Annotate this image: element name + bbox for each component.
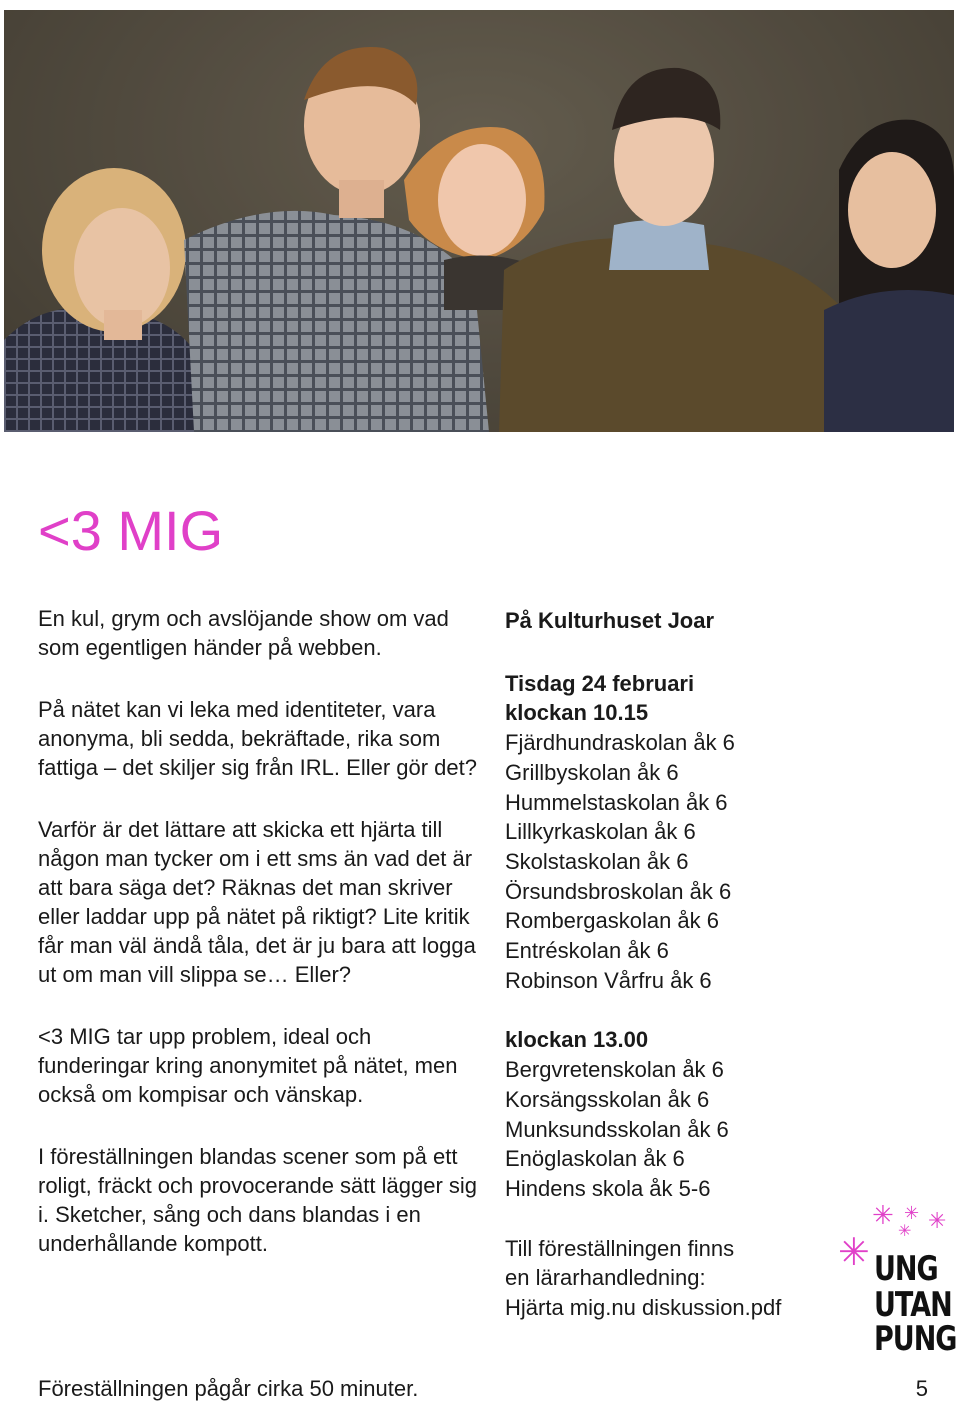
cast-photo-illustration <box>4 10 954 432</box>
star-icon: ✳ <box>904 1203 920 1223</box>
school-item: Bergvretenskolan åk 6 <box>505 1057 724 1083</box>
intro-paragraph: En kul, grym och avslöjande show om vad som egentligen händer på webben. <box>38 606 449 660</box>
school-item: Rombergaskolan åk 6 <box>505 908 720 934</box>
star-icon: ✳ <box>872 1200 894 1230</box>
schedule-column <box>505 606 835 1353</box>
session-time: klockan 10.15 <box>505 700 649 726</box>
intro-paragraph: I föreställningen blandas scener som på ett roligt, fräckt och provocerande sätt lägger sig i. Sketcher, sång och dans blandas i en underhållande kompott. <box>38 1144 478 1256</box>
school-item: Fjärdhundraskolan åk 6 <box>505 730 735 756</box>
description-column <box>38 604 478 1291</box>
star-icon: ✳ <box>898 1223 912 1240</box>
school-item: Entréskolan åk 6 <box>505 938 669 964</box>
star-icon: ✳ <box>838 1232 870 1274</box>
session-morning <box>505 669 835 996</box>
cast-photo <box>4 10 954 432</box>
star-icon: ✳ <box>928 1208 947 1233</box>
teacher-guide-line: en lärarhandledning: <box>505 1265 706 1291</box>
page-number: 5 <box>915 1376 928 1401</box>
school-item: Korsängsskolan åk 6 <box>505 1086 710 1112</box>
duration-footer: Föreställningen pågår cirka 50 minuter. <box>38 1376 419 1401</box>
session-afternoon <box>505 1025 835 1203</box>
school-item: Robinson Vårfru åk 6 <box>505 967 712 993</box>
teacher-guide-line: Till föreställningen finns <box>505 1235 735 1261</box>
school-item: Enöglaskolan åk 6 <box>505 1146 685 1172</box>
ung-utan-pung-logo <box>838 1200 958 1360</box>
session-date: Tisdag 24 februari <box>505 670 695 696</box>
school-item: Hummelstaskolan åk 6 <box>505 789 728 815</box>
school-item: Grillbyskolan åk 6 <box>505 759 679 785</box>
school-item: Hindens skola åk 5-6 <box>505 1175 711 1201</box>
school-item: Örsundsbroskolan åk 6 <box>505 878 732 904</box>
school-item: Munksundsskolan åk 6 <box>505 1116 729 1142</box>
school-item: Lillkyrkaskolan åk 6 <box>505 819 696 845</box>
logo-word: PUNG <box>874 1320 957 1359</box>
school-item: Skolstaskolan åk 6 <box>505 848 689 874</box>
logo-word: UNG <box>874 1250 938 1289</box>
venue: På Kulturhuset Joar <box>505 608 715 633</box>
intro-paragraph: <3 MIG tar upp problem, ideal och funderingar kring anonymitet på nätet, men också om kompisar och vänskap. <box>38 1024 458 1107</box>
intro-paragraph: På nätet kan vi leka med identiteter, vara anonyma, bli sedda, bekräftade, rika som fattiga – det skiljer sig från IRL. Eller gör det? <box>38 697 477 780</box>
teacher-guide <box>505 1234 835 1323</box>
session-time: klockan 13.00 <box>505 1027 649 1053</box>
logo-word: UTAN <box>874 1286 952 1325</box>
teacher-guide-filename: Hjärta mig.nu diskussion.pdf <box>505 1295 782 1321</box>
page-title: <3 MIG <box>38 499 224 562</box>
intro-paragraph: Varför är det lättare att skicka ett hjärta till någon man tycker om i ett sms än vad det är att bara säga det? Räknas det man skriver eller laddar upp på nätet på riktigt? Lite kritik får man väl ändå tåla, det är ju bara att logga ut om man vill slippa se… Eller? <box>38 817 476 987</box>
